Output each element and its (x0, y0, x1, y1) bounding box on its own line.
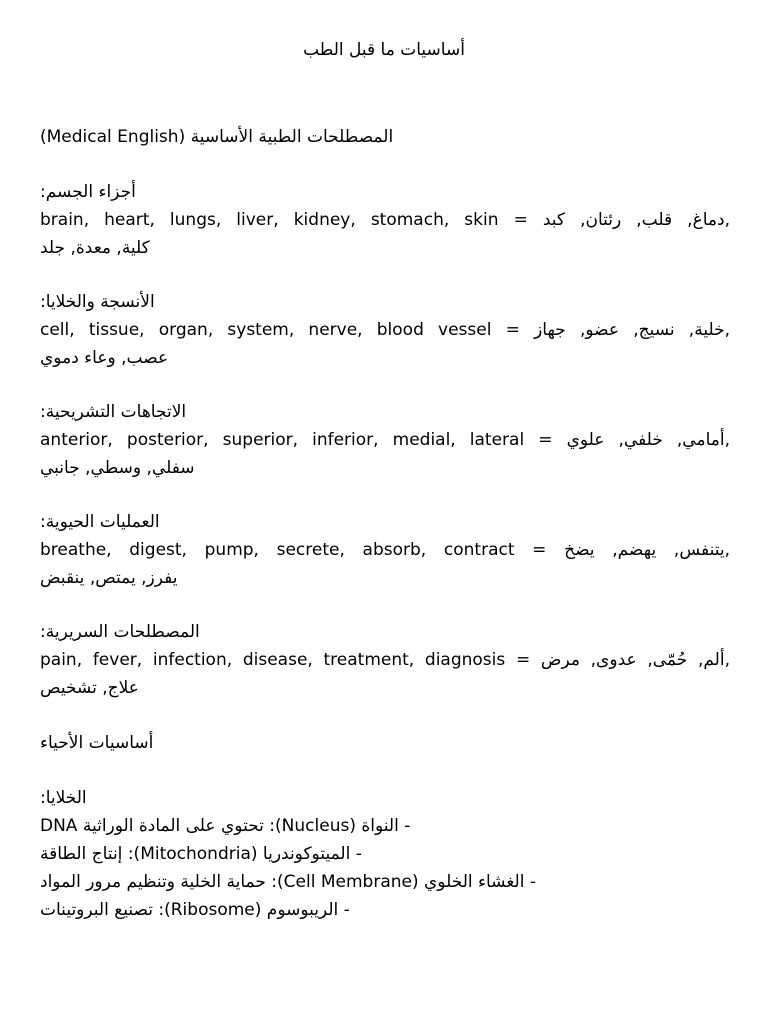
cell-item-membrane: - الغشاء الخلوي (Cell Membrane): حماية الخلية وتنظيم مرور المواد (40, 872, 536, 892)
clinical-line-2: علاج, تشخيص (40, 678, 139, 698)
tissues-cells-line-1: cell, tissue, organ, system, nerve, blood vessel = خلية, نسيج, عضو, جهاز, (40, 320, 730, 340)
directions-line-2: سفلي, وسطي, جانبي (40, 458, 195, 478)
cells-label: الخلايا: (40, 788, 87, 808)
processes-label: العمليات الحيوية: (40, 512, 160, 532)
clinical-line-1: pain, fever, infection, disease, treatment, diagnosis = ألم, حُمّى, عدوى, مرض, (40, 650, 730, 670)
clinical-label: المصطلحات السريرية: (40, 622, 200, 642)
directions-line-1: anterior, posterior, superior, inferior, medial, lateral = أمامي, خلفي, علوي, (40, 430, 730, 450)
tissues-cells-line-2: عصب, وعاء دموي (40, 348, 169, 368)
processes-line-2: يفرز, يمتص, ينقبض (40, 568, 178, 588)
tissues-cells-label: الأنسجة والخلايا: (40, 292, 155, 312)
body-parts-line-2: كلية, معدة, جلد (40, 238, 150, 258)
directions-label: الاتجاهات التشريحية: (40, 402, 187, 422)
document-title: أساسيات ما قبل الطب (303, 40, 465, 60)
processes-line-1: breathe, digest, pump, secrete, absorb, contract = يتنفس, يهضم, يضخ, (40, 540, 730, 560)
body-parts-line-1: brain, heart, lungs, liver, kidney, stomach, skin = دماغ, قلب, رئتان, كبد, (40, 210, 730, 230)
cell-item-ribosome: - الريبوسوم (Ribosome): تصنيع البروتينات (40, 900, 350, 920)
cell-item-mitochondria: - الميتوكوندريا (Mitochondria): إنتاج الطاقة (40, 844, 362, 864)
section-heading-medical: المصطلحات الطبية الأساسية (Medical English) (40, 127, 394, 147)
section-heading-biology: أساسيات الأحياء (40, 733, 154, 753)
cell-item-nucleus: - النواة (Nucleus): تحتوي على المادة الوراثية DNA (40, 816, 411, 836)
body-parts-label: أجزاء الجسم: (40, 182, 136, 202)
